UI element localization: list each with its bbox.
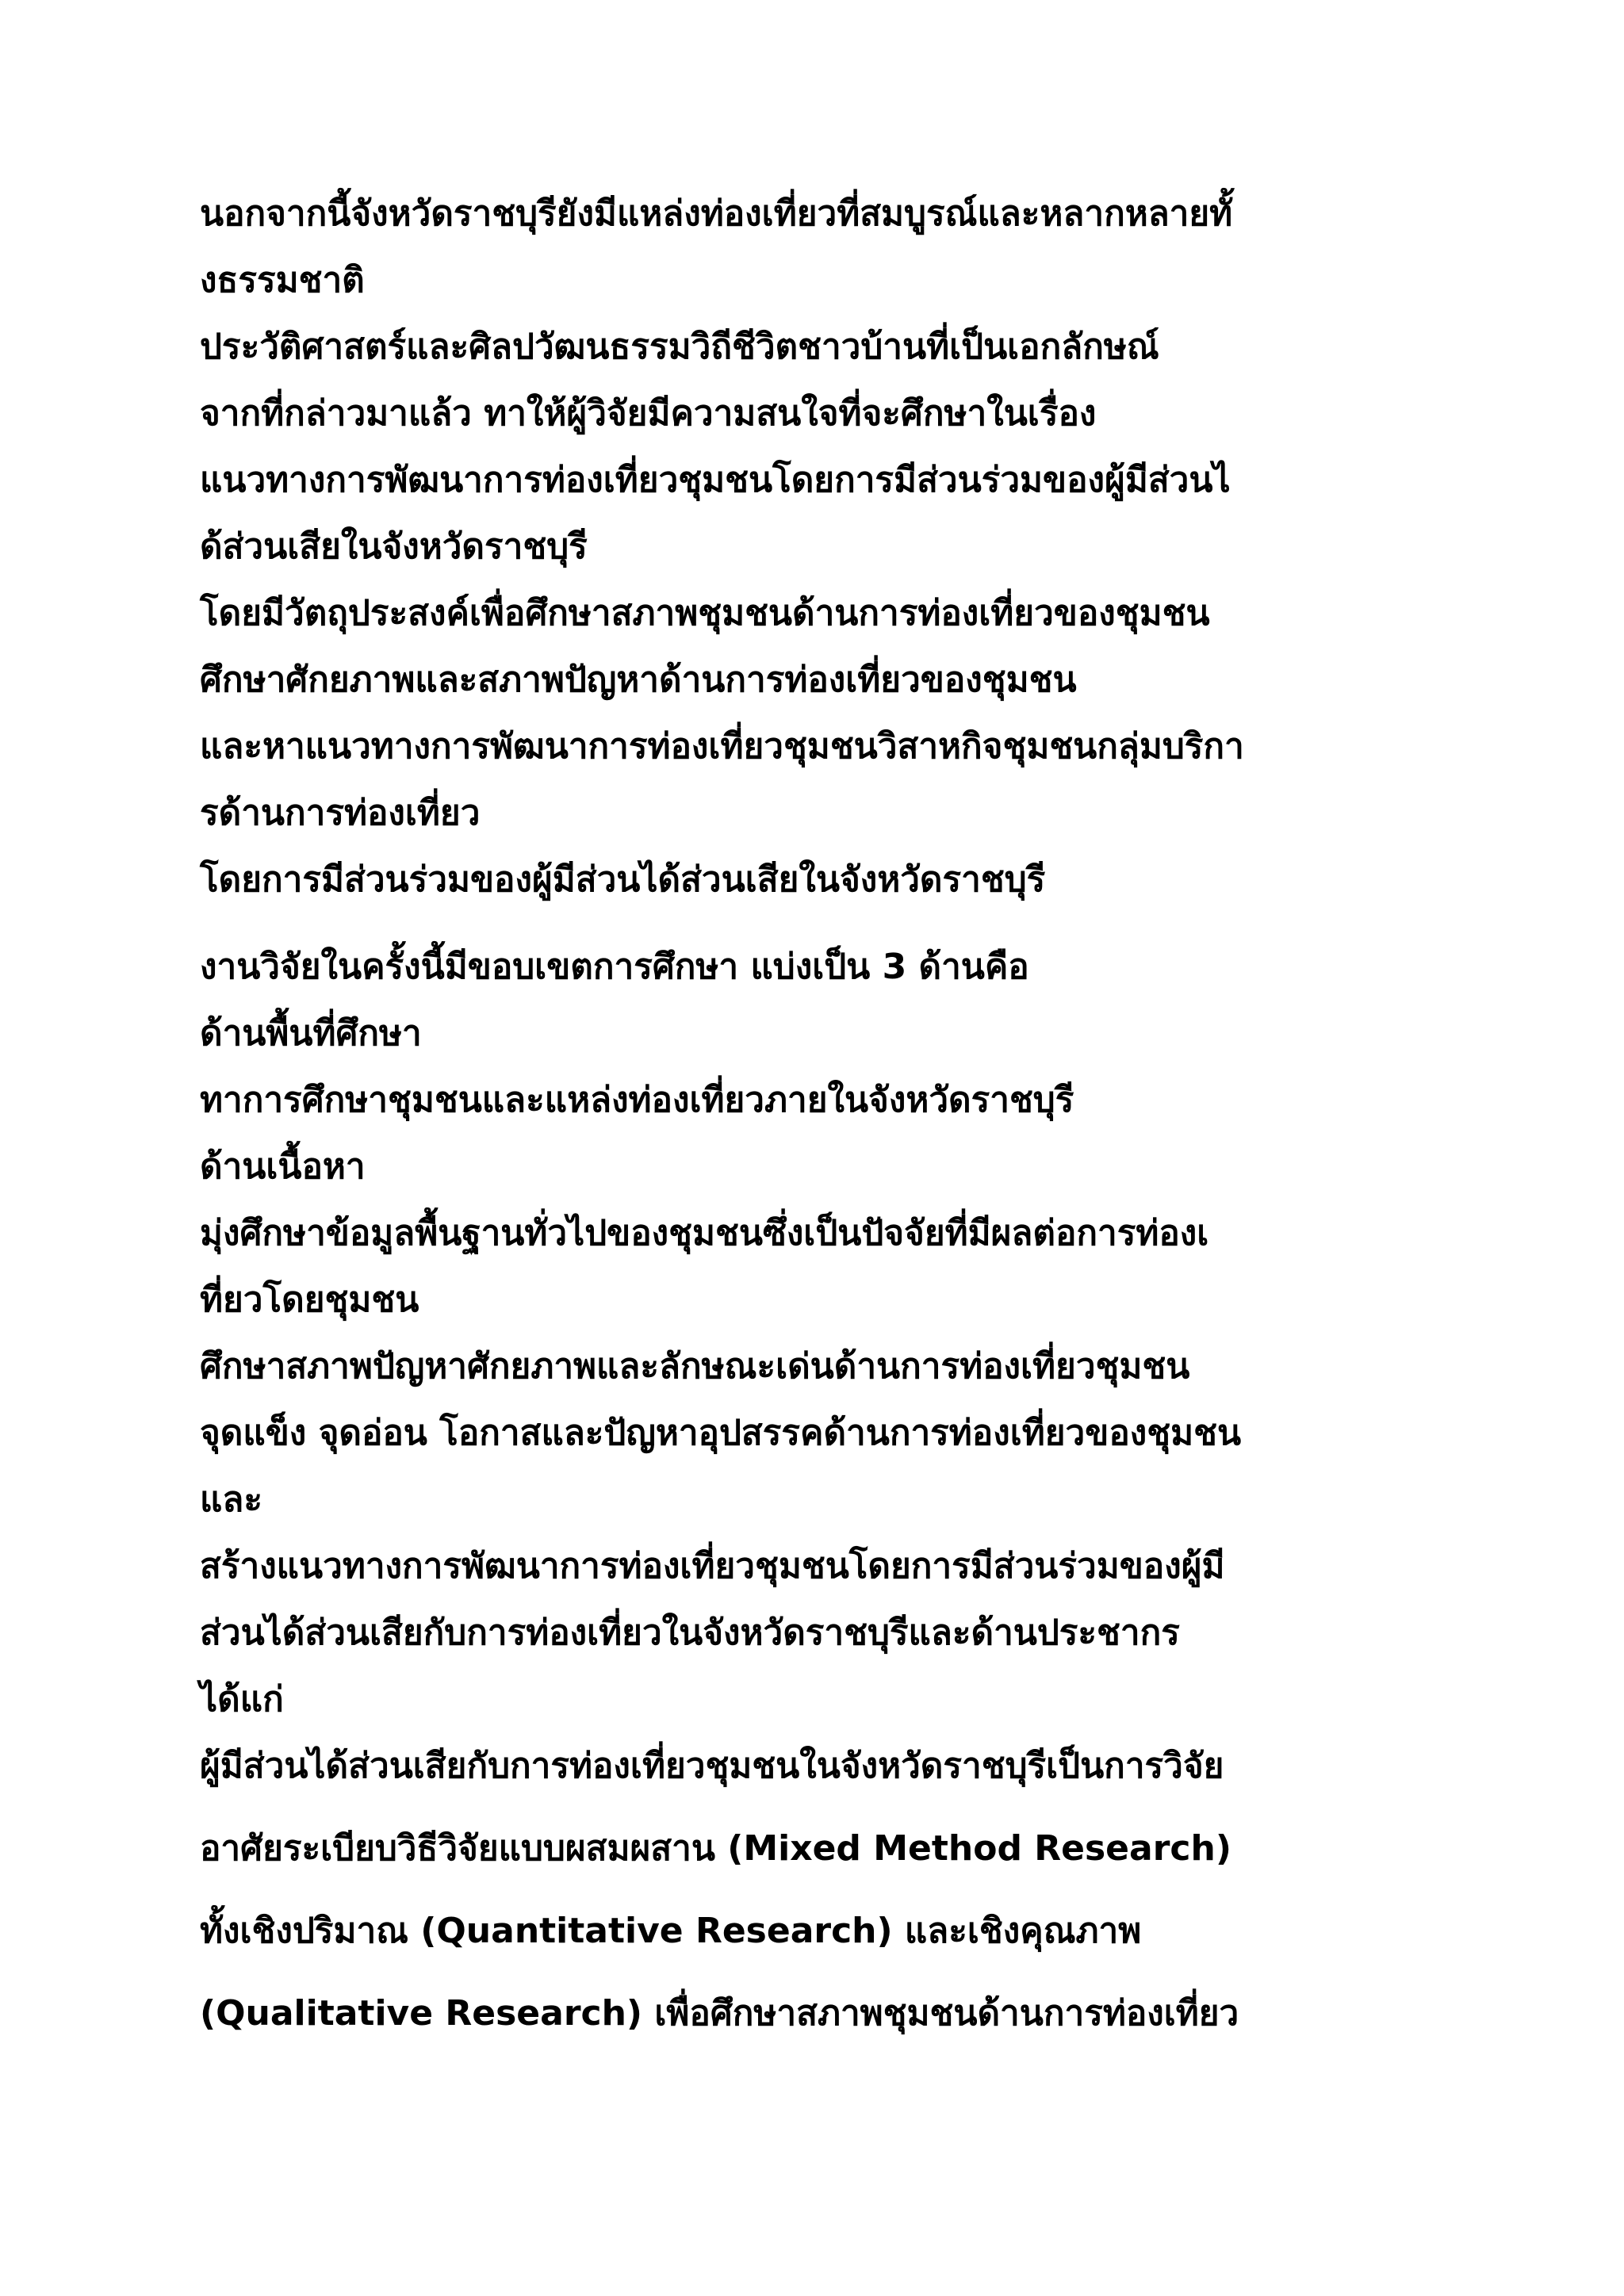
text-line: จุดแข็ง จุดอ่อน โอกาสและปัญหาอุปสรรคด้านการท่องเที่ยวของชุมชน	[200, 1413, 1242, 1453]
text-line: รด้านการท่องเที่ยว	[200, 793, 481, 833]
text-line: โดยการมีส่วนร่วมของผู้มีส่วนได้ส่วนเสียในจังหวัดราชบุรี	[200, 859, 1046, 900]
text-line: จากที่กล่าวมาแล้ว ทาให้ผู้วิจัยมีความสนใจที่จะศึกษาในเรื่อง	[200, 393, 1097, 434]
text-line: ทาการศึกษาชุมชนและแหล่งท่องเที่ยวภายในจังหวัดราชบุรี	[200, 1080, 1074, 1120]
text-line: ด้านพื้นที่ศึกษา	[200, 1013, 422, 1054]
text-line: ที่ยวโดยชุมชน	[200, 1280, 419, 1320]
text-line: ด้านเนื้อหา	[200, 1146, 366, 1187]
text-line: นอกจากนี้จังหวัดราชบุรียังมีแหล่งท่องเที่ยวที่สมบูรณ์และหลากหลายทั้	[200, 193, 1233, 234]
text-line: ได้แก่	[200, 1679, 284, 1720]
text-line: และหาแนวทางการพัฒนาการท่องเที่ยวชุมชนวิสาหกิจชุมชนกลุ่มบริกา	[200, 726, 1244, 767]
text-line: ศึกษาสภาพปัญหาศักยภาพและลักษณะเด่นด้านการท่องเที่ยวชุมชน	[200, 1346, 1190, 1387]
text-line: อาศัยระเบียบวิธีวิจัยแบบผสมผสาน (Mixed Method Research)	[200, 1828, 1231, 1869]
text-line: มุ่งศึกษาข้อมูลพื้นฐานทั่วไปของชุมชนซึ่งเป็นปัจจัยที่มีผลต่อการท่องเ	[200, 1213, 1209, 1253]
text-line: ประวัติศาสตร์และศิลปวัฒนธรรมวิถีชีวิตชาวบ้านที่เป็นเอกลักษณ์	[200, 327, 1159, 367]
text-line: ส่วนได้ส่วนเสียกับการท่องเที่ยวในจังหวัดราชบุรีและด้านประชากร	[200, 1613, 1180, 1653]
text-line: แนวทางการพัฒนาการท่องเที่ยวชุมชนโดยการมีส่วนร่วมของผู้มีส่วนไ	[200, 460, 1231, 500]
text-line: ทั้งเชิงปริมาณ (Quantitative Research) และเชิงคุณภาพ	[200, 1911, 1142, 1951]
body-text	[200, 189, 1484, 2055]
text-line: งธรรมชาติ	[200, 260, 365, 300]
text-line: ผู้มีส่วนได้ส่วนเสียกับการท่องเที่ยวชุมชนในจังหวัดราชบุรีเป็นการวิจัย	[200, 1746, 1224, 1786]
text-line: งานวิจัยในครั้งนี้มีขอบเขตการศึกษา แบ่งเป็น 3 ด้านคือ	[200, 947, 1029, 987]
text-line: (Qualitative Research) เพื่อศึกษาสภาพชุมชนด้านการท่องเที่ยว	[200, 1993, 1239, 2034]
text-line: สร้างแนวทางการพัฒนาการท่องเที่ยวชุมชนโดยการมีส่วนร่วมของผู้มี	[200, 1546, 1225, 1586]
text-line: และ	[200, 1479, 262, 1520]
text-line: ด้ส่วนเสียในจังหวัดราชบุรี	[200, 526, 588, 567]
text-line: ศึกษาศักยภาพและสภาพปัญหาด้านการท่องเที่ยวของชุมชน	[200, 660, 1077, 700]
text-line: โดยมีวัตถุประสงค์เพื่อศึกษาสภาพชุมชนด้านการท่องเที่ยวของชุมชน	[200, 593, 1210, 633]
